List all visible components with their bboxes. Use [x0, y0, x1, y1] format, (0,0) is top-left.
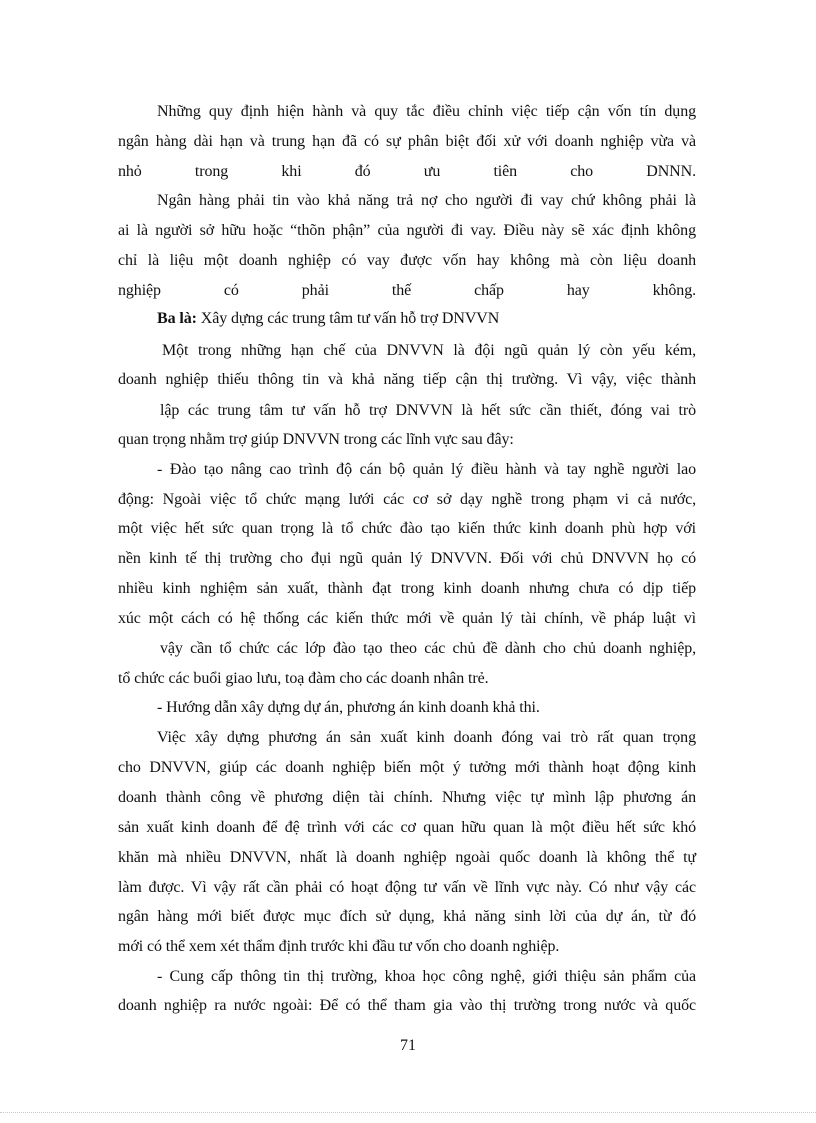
text-line: xúc một cách có hệ thống các kiến thức mới về quản lý tài chính, về pháp luật vì	[118, 610, 696, 627]
text-line: - Cung cấp thông tin thị trường, khoa học công nghệ, giới thiệu sản phẩm của	[157, 968, 696, 985]
text-line: - Hướng dẫn xây dựng dự án, phương án kinh doanh khả thi.	[157, 699, 540, 716]
text-line: Những quy định hiện hành và quy tắc điều chỉnh việc tiếp cận vốn tín dụng	[157, 103, 696, 120]
text-line: làm được. Vì vậy rất cần phải có hoạt động tư vấn về lĩnh vực này. Có như vậy các	[118, 879, 696, 896]
text-line: - Đào tạo nâng cao trình độ cán bộ quản lý điều hành và tay nghề người lao	[157, 461, 696, 478]
text-line: ai là người sở hữu hoặc “thõn phận” của người đi vay. Điều này sẽ xác định không	[118, 222, 696, 239]
text-line: Ngân hàng phải tin vào khả năng trả nợ cho người đi vay chứ không phải là	[157, 192, 696, 209]
text-line: một việc hết sức quan trọng là tổ chức đào tạo kiến thức kinh doanh phù hợp với	[118, 520, 696, 537]
text-line: ngân hàng dài hạn và trung hạn đã có sự phân biệt đối xử với doanh nghiệp vừa và	[118, 133, 696, 150]
text-line: chỉ là liệu một doanh nghiệp có vay được vốn hay không mà còn liệu doanh	[118, 252, 696, 269]
page-number: 71	[400, 1037, 416, 1054]
text-line: doanh nghiệp ra nước ngoài: Để có thể tham gia vào thị trường trong nước và quốc	[118, 997, 696, 1014]
section-heading-text: Xây dựng các trung tâm tư vấn hỗ trợ DNVVN	[200, 310, 500, 327]
text-line: Việc xây dựng phương án sản xuất kinh doanh đóng vai trò rất quan trọng	[157, 729, 696, 746]
text-line: nền kinh tế thị trường cho đụi ngũ quản lý DNVVN. Đối với chủ DNVVN họ có	[118, 550, 696, 567]
text-line: mới có thể xem xét thẩm định trước khi đầu tư vốn cho doanh nghiệp.	[118, 938, 560, 955]
section-heading-lead: Ba là:	[157, 310, 197, 327]
text-line: lập các trung tâm tư vấn hỗ trợ DNVVN là hết sức cần thiết, đóng vai trò	[160, 402, 696, 419]
text-line: cho DNVVN, giúp các doanh nghiệp biến một ý tưởng mới thành hoạt động kinh	[118, 759, 696, 776]
text-line: nghiệp có phải thế chấp hay không.	[118, 282, 696, 299]
text-line: khăn mà nhiều DNVVN, nhất là doanh nghiệp ngoài quốc doanh là không thể tự	[118, 849, 696, 866]
text-line: doanh thành công về phương diện tài chính. Nhưng việc tự mình lập phương án	[118, 789, 696, 806]
text-line: Một trong những hạn chế của DNVVN là đội ngũ quản lý còn yếu kém,	[162, 342, 696, 359]
text-line: nhỏ trong khi đó ưu tiên cho DNNN.	[118, 163, 696, 180]
text-line: vậy cần tổ chức các lớp đào tạo theo các chủ đề dành cho chủ doanh nghiệp,	[160, 640, 696, 657]
text-line: tổ chức các buổi giao lưu, toạ đàm cho các doanh nhân trẻ.	[118, 670, 489, 687]
text-line: ngân hàng mới biết được mục đích sử dụng, khả năng sinh lời của dự án, từ đó	[118, 908, 696, 925]
text-line: động: Ngoài việc tổ chức mạng lưới các cơ sở dạy nghề trong phạm vi cả nước,	[118, 491, 696, 508]
page-bottom-divider	[0, 1112, 816, 1113]
text-line: nhiều kinh nghiệm sản xuất, thành đạt trong kinh doanh nhưng chưa có dịp tiếp	[118, 580, 696, 597]
text-line: sản xuất kinh doanh để đệ trình với các cơ quan hữu quan là một điều hết sức khó	[118, 819, 696, 836]
section-heading	[157, 308, 696, 330]
text-line: quan trọng nhằm trợ giúp DNVVN trong các lĩnh vực sau đây:	[118, 431, 514, 448]
text-line: doanh nghiệp thiếu thông tin và khả năng tiếp cận thị trường. Vì vậy, việc thành	[118, 371, 696, 388]
